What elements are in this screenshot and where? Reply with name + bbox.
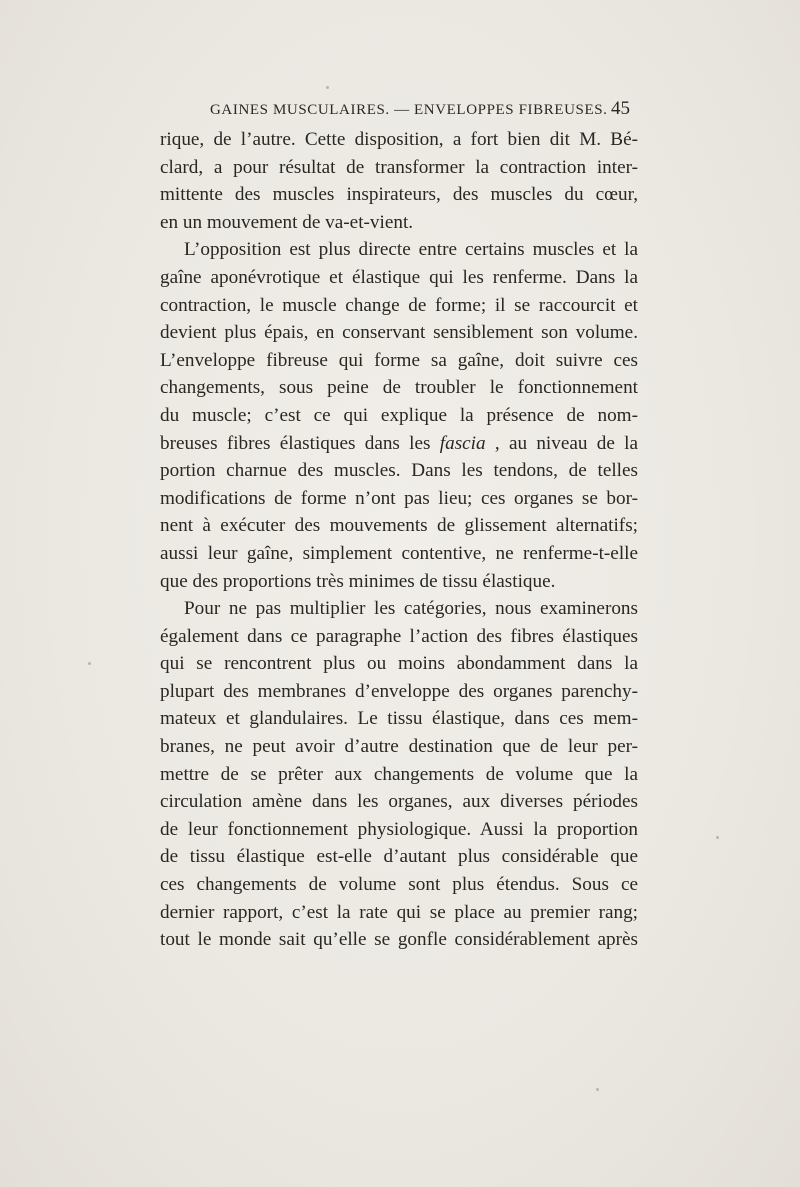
text-line: en un mouvement de va-et-vient. [160, 211, 414, 233]
body-text [160, 126, 638, 954]
page-number: 45 [611, 98, 630, 119]
text-line: mateux et glandulaires. Le tissu élastique, dans ces mem- [160, 708, 638, 730]
paper-speck [596, 1088, 599, 1091]
text-line: modifications de forme n’ont pas lieu; ces organes se bor- [160, 487, 638, 509]
text-line: mittente des muscles inspirateurs, des muscles du cœur, [160, 184, 638, 206]
text-line: de tissu élastique est-elle d’autant plus considérable que [160, 846, 638, 868]
running-title: GAINES MUSCULAIRES. — ENVELOPPES FIBREUSES. [210, 102, 608, 118]
text-line: portion charnue des muscles. Dans les tendons, de telles [160, 460, 638, 482]
text-line: du muscle; c’est ce qui explique la présence de nom- [160, 404, 638, 426]
text-line: contraction, le muscle change de forme; il se raccourcit et [160, 294, 638, 316]
text-line: ces changements de volume sont plus étendus. Sous ce [160, 874, 638, 896]
paper-speck [88, 662, 91, 665]
line-text-before: breuses fibres élastiques dans les [160, 432, 440, 454]
text-line: que des proportions très minimes de tissu élastique. [160, 570, 556, 592]
text-line: de leur fonctionnement physiologique. Aussi la proportion [160, 818, 638, 840]
paper-speck [716, 836, 719, 839]
line-text-after: , au niveau de la [485, 432, 638, 454]
text-line: branes, ne peut avoir d’autre destination que de leur per- [160, 736, 638, 758]
paragraph-first-line: Pour ne pas multiplier les catégories, nous examinerons [184, 598, 638, 620]
text-line: plupart des membranes d’enveloppe des organes parenchy- [160, 680, 638, 702]
text-line: tout le monde sait qu’elle se gonfle considérablement après [160, 929, 638, 951]
text-line: également dans ce paragraphe l’action des fibres élastiques [160, 625, 638, 647]
text-line: circulation amène dans les organes, aux diverses périodes [160, 791, 638, 813]
text-line-with-italic [160, 430, 638, 458]
text-line: qui se rencontrent plus ou moins abondamment dans la [160, 653, 638, 675]
text-line: dernier rapport, c’est la rate qui se place au premier rang; [160, 901, 638, 923]
running-header [210, 98, 630, 120]
text-line: clard, a pour résultat de transformer la contraction inter- [160, 156, 638, 178]
text-line: devient plus épais, en conservant sensiblement son volume. [160, 322, 638, 344]
text-line: nent à exécuter des mouvements de glissement alternatifs; [160, 515, 638, 537]
italic-term: fascia [439, 432, 486, 454]
paragraph-first-line: L’opposition est plus directe entre certains muscles et la [184, 239, 638, 261]
text-line: mettre de se prêter aux changements de volume que la [160, 763, 638, 785]
paper-speck [326, 86, 329, 89]
text-line: aussi leur gaîne, simplement contentive, ne renferme-t-elle [160, 542, 638, 564]
text-line: gaîne aponévrotique et élastique qui les renferme. Dans la [160, 266, 638, 288]
text-line: rique, de l’autre. Cette disposition, a fort bien dit M. Bé- [160, 129, 638, 150]
text-line: changements, sous peine de troubler le fonctionnement [160, 377, 638, 399]
text-line: L’enveloppe fibreuse qui forme sa gaîne, doit suivre ces [160, 349, 638, 371]
